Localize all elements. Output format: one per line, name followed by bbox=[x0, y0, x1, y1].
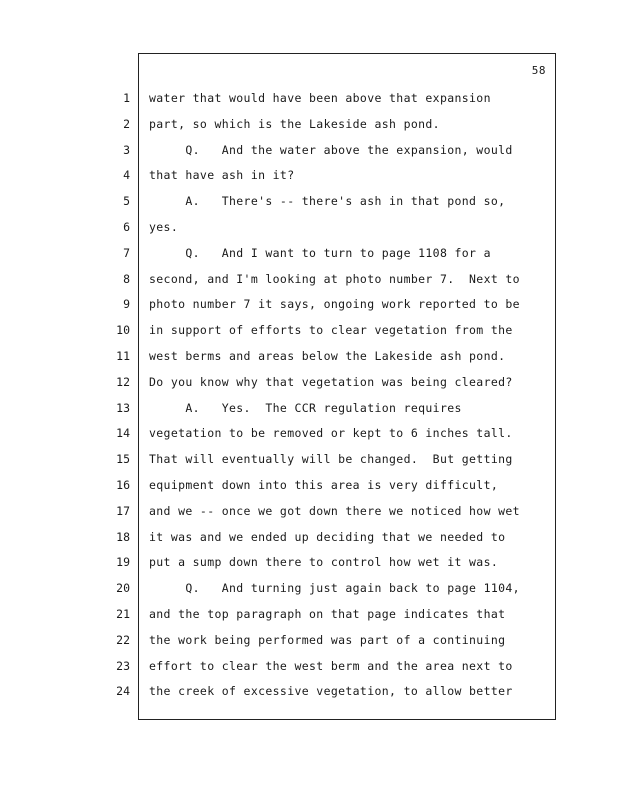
line-number: 20 bbox=[116, 581, 130, 595]
line-number: 10 bbox=[116, 323, 130, 337]
transcript-line: and the top paragraph on that page indicates that bbox=[149, 607, 506, 621]
transcript-line: yes. bbox=[149, 220, 179, 234]
transcript-line: it was and we ended up deciding that we needed to bbox=[149, 530, 506, 544]
transcript-line: second, and I'm looking at photo number 7. Next to bbox=[149, 272, 520, 286]
transcript-line: that have ash in it? bbox=[149, 168, 295, 182]
line-number: 2 bbox=[123, 117, 130, 131]
line-number: 23 bbox=[116, 659, 130, 673]
transcript-line: the work being performed was part of a continuing bbox=[149, 633, 506, 647]
transcript-line: Do you know why that vegetation was being cleared? bbox=[149, 375, 513, 389]
transcript-line: A. There's -- there's ash in that pond so, bbox=[149, 194, 506, 208]
line-number: 13 bbox=[116, 401, 130, 415]
transcript-line: put a sump down there to control how wet it was. bbox=[149, 555, 499, 569]
line-number: 14 bbox=[116, 426, 130, 440]
line-number: 19 bbox=[116, 555, 130, 569]
line-number: 22 bbox=[116, 633, 130, 647]
line-number: 6 bbox=[123, 220, 130, 234]
transcript-line: equipment down into this area is very difficult, bbox=[149, 478, 499, 492]
line-number: 5 bbox=[123, 194, 130, 208]
line-number: 18 bbox=[116, 530, 130, 544]
line-number: 9 bbox=[123, 297, 130, 311]
line-number: 7 bbox=[123, 246, 130, 260]
line-number: 11 bbox=[116, 349, 130, 363]
transcript-line: photo number 7 it says, ongoing work reported to be bbox=[149, 297, 520, 311]
transcript-line: Q. And the water above the expansion, would bbox=[149, 143, 513, 157]
page-number: 58 bbox=[531, 64, 546, 77]
transcript-line: west berms and areas below the Lakeside ash pond. bbox=[149, 349, 506, 363]
line-number: 3 bbox=[123, 143, 130, 157]
line-number: 21 bbox=[116, 607, 130, 621]
line-number: 16 bbox=[116, 478, 130, 492]
transcript-line: vegetation to be removed or kept to 6 inches tall. bbox=[149, 426, 513, 440]
transcript-line: That will eventually will be changed. But getting bbox=[149, 452, 513, 466]
transcript-line: water that would have been above that expansion bbox=[149, 91, 491, 105]
line-number: 4 bbox=[123, 168, 130, 182]
line-number: 12 bbox=[116, 375, 130, 389]
transcript-line: the creek of excessive vegetation, to allow better bbox=[149, 684, 513, 698]
transcript-line: in support of efforts to clear vegetation from the bbox=[149, 323, 513, 337]
transcript-line: Q. And I want to turn to page 1108 for a bbox=[149, 246, 491, 260]
transcript-line: and we -- once we got down there we noticed how wet bbox=[149, 504, 520, 518]
transcript-line: A. Yes. The CCR regulation requires bbox=[149, 401, 462, 415]
line-number: 24 bbox=[116, 684, 130, 698]
line-number: 17 bbox=[116, 504, 130, 518]
transcript-line: part, so which is the Lakeside ash pond. bbox=[149, 117, 440, 131]
transcript-line: Q. And turning just again back to page 1104, bbox=[149, 581, 520, 595]
line-number: 8 bbox=[123, 272, 130, 286]
line-number: 15 bbox=[116, 452, 130, 466]
line-number: 1 bbox=[123, 91, 130, 105]
transcript-line: effort to clear the west berm and the area next to bbox=[149, 659, 513, 673]
